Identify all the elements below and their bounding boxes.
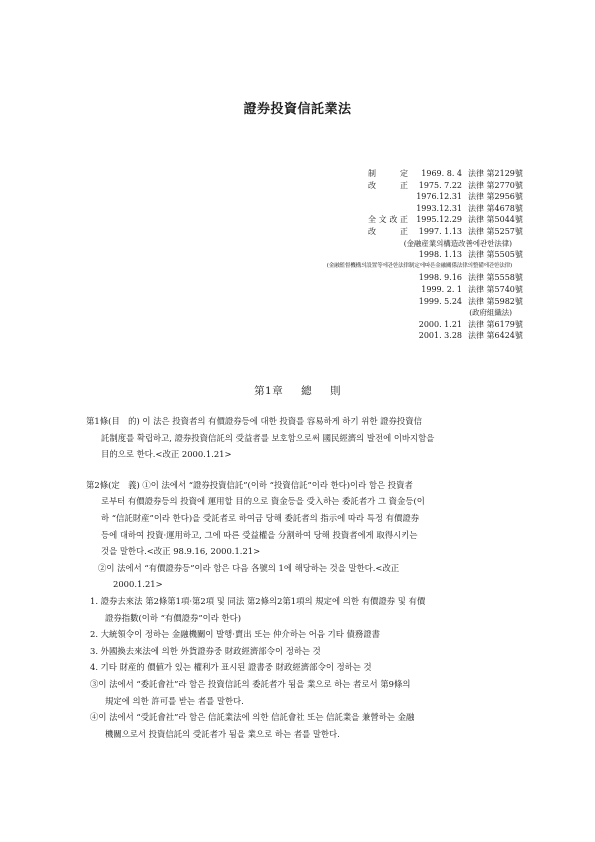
- history-date: 1976.12.31: [416, 192, 462, 202]
- article-2-line: 하 “信託財産”이라 한다)을 受託者로 하여금 당해 委託者의 指示에 따라 특정 有價證券: [101, 512, 420, 523]
- item-line: 2. 大統領令이 정하는 金融機關이 발행·賣出 또는 仲介하는 어음 기타 債務證書: [90, 629, 380, 640]
- history-law: 法律 第5740號: [468, 284, 523, 294]
- article-1-line: 託制度를 확립하고, 證券投資信託의 受益者를 보호함으로써 國民經濟의 발전에 이바지함을: [101, 432, 435, 443]
- section-line: ②이 法에서 “有價證券등”이라 함은 다음 各號의 1에 해당하는 것을 말한다.<改正: [98, 562, 400, 573]
- history-date: 1998. 1.13: [418, 250, 462, 260]
- history-label: [368, 272, 408, 284]
- history-law: 法律 第2129號: [468, 169, 523, 178]
- history-date: 1975. 7.22: [418, 180, 462, 190]
- history-label: [368, 319, 408, 331]
- list-item: [86, 593, 516, 626]
- item-line: 1. 證券去來法 第2條第1項·第2項 및 同法 第2條의2第1項의 規定에 의한 有價證券 및 有價: [90, 595, 426, 606]
- chapter-heading: [0, 383, 595, 398]
- history-label: 制 定: [368, 169, 408, 178]
- section-line: ④이 法에서 “受託會社”라 함은 信託業法에 의한 信託會社 또는 信託業을 兼營하는 金融: [90, 712, 415, 723]
- history-date: 1999. 2. 1: [421, 284, 462, 294]
- history-row: [320, 272, 523, 284]
- history-law: 法律 第6424號: [468, 331, 523, 341]
- history-row: [320, 330, 523, 342]
- section-line: 機關으로서 投資信託의 受託者가 됨을 業으로 하는 者를 말한다.: [105, 728, 340, 739]
- section-line: ③이 法에서 “委託會社”라 함은 投資信託의 委託者가 됨을 業으로 하는 者로서 第9條의: [90, 678, 411, 689]
- history-row: [320, 296, 523, 308]
- article-2-section-2: [86, 560, 516, 593]
- history-row: [320, 191, 523, 203]
- amendment-history: [320, 168, 523, 342]
- history-row: [320, 180, 523, 192]
- history-law: 法律 第5505號: [468, 250, 523, 260]
- history-law: 法律 第4678號: [468, 203, 523, 213]
- article-2-line: 로부터 有價證券등의 投資에 運用할 目的으로 資金등을 受入하는 委託者가 그 資金등(이: [101, 496, 425, 507]
- history-law: 法律 第5044號: [468, 215, 523, 225]
- history-label: [368, 191, 408, 203]
- history-label: [368, 284, 408, 296]
- history-label: [368, 203, 408, 215]
- history-note: [320, 238, 512, 250]
- history-law: 法律 第5257號: [468, 226, 523, 236]
- section-line: 規定에 의한 許可를 받는 者를 말한다.: [105, 695, 244, 706]
- history-note-text: (金融監督機構의設置等에관한法律制定에따른金融關係法律의整備에관한法律): [326, 262, 512, 269]
- article-2-line: 것을 말한다.<改正 98.9.16, 2000.1.21>: [101, 546, 261, 557]
- history-note: [320, 307, 512, 319]
- history-date: 1999. 5.24: [418, 296, 462, 306]
- item-line: 3. 外國換去來法에 의한 外貨證券중 財政經濟部令이 정하는 것: [90, 645, 321, 656]
- history-label: 全文改正: [368, 215, 408, 225]
- history-label: 改 正: [368, 180, 408, 190]
- history-law: 法律 第6179號: [468, 319, 523, 329]
- history-row: [320, 249, 523, 261]
- article-2: [86, 477, 516, 560]
- history-label: [368, 330, 408, 342]
- chapter-name-1: 總: [301, 385, 313, 397]
- article-2-section-3: [86, 676, 516, 709]
- list-item: [86, 659, 516, 676]
- history-date: 1969. 8. 4: [421, 169, 462, 178]
- article-1-line: 目的으로 한다.<改正 2000.1.21>: [101, 449, 232, 460]
- history-law: 法律 第5982號: [468, 296, 523, 306]
- list-item: [86, 643, 516, 660]
- history-row: [320, 319, 523, 331]
- history-row: [320, 203, 523, 215]
- item-line: 4. 기타 財産的 價値가 있는 權利가 표시된 證書중 財政經濟部令이 정하는 것: [90, 662, 372, 673]
- history-law: 法律 第2770號: [468, 180, 523, 190]
- history-date: 1993.12.31: [416, 203, 462, 213]
- article-1-line: 第1條(目 的) 이 法은 投資者의 有價證券등에 대한 投資를 容易하게 하기 위한 證券投資信: [86, 416, 422, 426]
- article-2-section-4: [86, 709, 516, 742]
- article-1: [86, 413, 516, 463]
- history-row: [320, 168, 523, 180]
- list-item: [86, 626, 516, 643]
- history-note: [320, 261, 512, 273]
- history-note-text: (金融産業의構造改善에관한法律): [403, 238, 512, 248]
- history-note-text: (政府組織法): [469, 308, 512, 318]
- section-line: 2000.1.21>: [113, 579, 163, 590]
- chapter-number: 第1章: [254, 385, 284, 397]
- article-2-line: 第2條(定 義) ①이 法에서 “證券投資信託”(이하 “投資信託”이라 한다)이라 함은 投資者: [86, 479, 413, 490]
- law-body: [86, 413, 516, 742]
- history-row: [320, 226, 523, 238]
- article-2-line: 등에 대하여 投資·運用하고, 그에 따른 受益權을 分割하여 당해 投資者에게 取得시키는: [101, 529, 418, 540]
- law-title: 證券投資信託業法: [243, 102, 352, 117]
- history-date: 2001. 3.28: [418, 331, 462, 341]
- history-date: 1995.12.29: [416, 215, 462, 225]
- history-row: [320, 284, 523, 296]
- item-line: 證券指數(이하 “有價證券”이라 한다): [105, 612, 241, 623]
- chapter-name-2: 則: [329, 385, 341, 397]
- history-label: [368, 296, 408, 308]
- history-row: [320, 214, 523, 226]
- history-date: 2000. 1.21: [418, 319, 462, 329]
- history-label: 改 正: [368, 226, 408, 236]
- history-label: [368, 249, 408, 261]
- history-date: 1997. 1.13: [418, 226, 462, 236]
- history-date: 1998. 9.16: [418, 273, 462, 283]
- history-law: 法律 第5558號: [468, 273, 523, 283]
- history-law: 法律 第2956號: [468, 192, 523, 202]
